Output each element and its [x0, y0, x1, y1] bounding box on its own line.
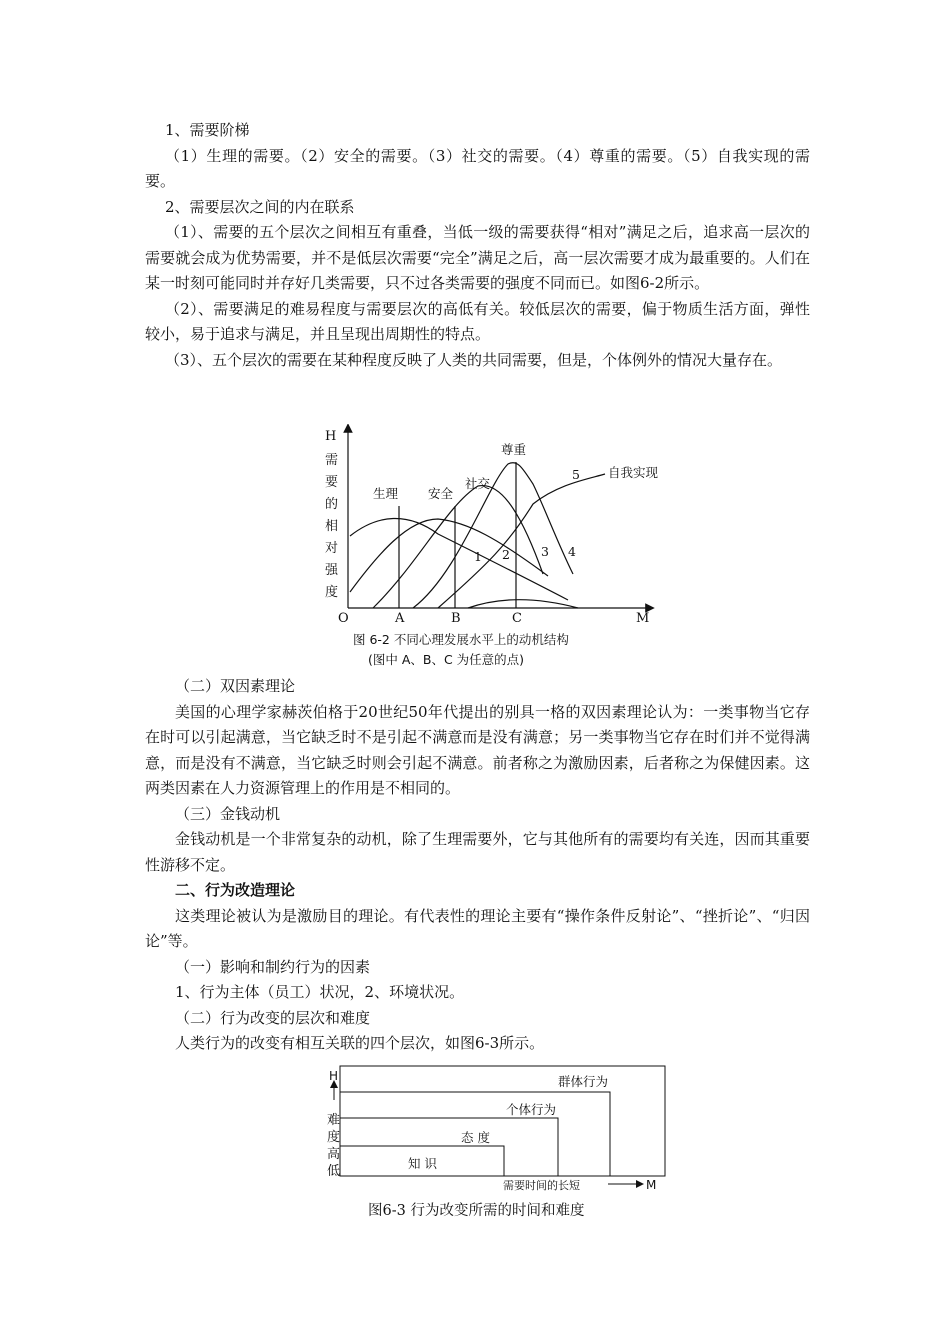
paragraph-money-motive: 金钱动机是一个非常复杂的动机，除了生理需要外，它与其他所有的需要均有关连，因而其重要性游移不定。 [145, 830, 810, 874]
paragraph-exceptions: （3）、五个层次的需要在某种程度反映了人类的共同需要，但是，个体例外的情况大量存在。 [165, 350, 783, 369]
curve-baseline [468, 600, 578, 608]
origin-label: O [338, 611, 349, 624]
curve-self-actualization [438, 474, 605, 608]
y-axis-letter: H [329, 1069, 339, 1083]
label-physiological: 生理 [373, 486, 399, 501]
paragraph-behavior-factors: 1、行为主体（员工）状况，2、环境状况。 [175, 983, 465, 1001]
y-label-char: 度 [327, 1130, 341, 1145]
document-body-2 [145, 674, 810, 1057]
heading-need-ladder: 1、需要阶梯 [165, 121, 250, 139]
curve-number-1: 1 [474, 549, 482, 564]
motivation-structure-chart [318, 424, 668, 624]
y-label-char: 需 [325, 453, 339, 468]
document-body [145, 118, 810, 373]
paragraph-change-levels: 人类行为的改变有相互关联的四个层次，如图6-3所示。 [175, 1034, 545, 1052]
curve-safety [350, 519, 548, 592]
y-axis-letter: H [325, 429, 337, 444]
curve-number-2: 2 [502, 547, 510, 562]
paragraph-overlap: （1）、需要的五个层次之间相互有重叠，当低一级的需要获得“相对”满足之后，追求高一层次的需要就会成为优势需要，并不是低层次需要“完全”满足之后，高一层次需要才成为最重要的。人们在某一时刻可能同时并存好几类需要，只不过各类需要的强度不同而已。如图6-2所示。 [145, 223, 810, 292]
x-axis-letter: M [646, 1178, 657, 1192]
paragraph-behavior-modification: 这类理论被认为是激励目的理论。有代表性的理论主要有“操作条件反射论”、“挫折论”、“归因论”等。 [145, 906, 810, 950]
heading-change-levels: （二）行为改变的层次和难度 [175, 1008, 371, 1027]
curve-number-3: 3 [541, 544, 549, 559]
level-knowledge: 知 识 [408, 1156, 437, 1171]
outer-frame [340, 1066, 665, 1176]
y-label-char: 要 [325, 475, 339, 490]
heading-behavior-modification: 二、行为改造理论 [175, 881, 296, 899]
y-label-char: 强 [325, 563, 339, 578]
label-safety: 安全 [428, 486, 454, 501]
y-label-char: 度 [325, 585, 339, 600]
figure-6-2 [318, 424, 668, 667]
y-label-char: 难 [327, 1113, 341, 1128]
y-label-char: 低 [327, 1164, 341, 1179]
x-point-c: C [512, 611, 522, 624]
paragraph-two-factor: 美国的心理学家赫茨伯格于20世纪50年代提出的别具一格的双因素理论认为：一类事物当它存在时可以引起满意，当它缺乏时不是引起不满意而是没有满意；另一类事物当它存在时们并不觉得满意，而是没有不满意，当它缺乏时则会引起不满意。前者称之为激励因素，后者称之为保健因素。这两类因素在人力资源管理上的作用是不相同的。 [145, 702, 810, 797]
level-box-attitude [340, 1118, 558, 1176]
curve-physiological [350, 518, 568, 600]
figure-6-2-subcaption: (图中 A、B、C 为任意的点) [368, 652, 525, 667]
behavior-change-chart [318, 1062, 678, 1197]
curve-number-4: 4 [568, 544, 576, 559]
level-attitude: 态 度 [461, 1130, 490, 1145]
figure-6-2-caption: 图 6-2 不同心理发展水平上的动机结构 [353, 632, 569, 647]
figure-6-3-caption: 图6-3 行为改变所需的时间和难度 [368, 1203, 585, 1219]
x-point-b: B [451, 611, 461, 624]
heading-behavior-factors: （一）影响和制约行为的因素 [175, 957, 371, 976]
paragraph-difficulty: （2）、需要满足的难易程度与需要层次的高低有关。较低层次的需要，偏于物质生活方面，弹性较小，易于追求与满足，并且呈现出周期性的特点。 [145, 299, 810, 343]
level-group-behavior: 群体行为 [558, 1074, 609, 1089]
x-point-a: A [395, 611, 405, 624]
figure-6-3 [318, 1062, 678, 1219]
curve-esteem [413, 463, 573, 608]
y-label-char: 高 [327, 1147, 341, 1162]
curve-number-5: 5 [572, 467, 580, 482]
y-label-char: 的 [325, 497, 339, 512]
label-self-actualization: 自我实现 [608, 465, 659, 480]
heading-money-motive: （三）金钱动机 [175, 804, 281, 823]
heading-two-factor: （二）双因素理论 [175, 677, 296, 695]
x-axis-letter: M [636, 611, 650, 624]
y-label-char: 对 [325, 541, 339, 556]
y-label-char: 相 [325, 519, 339, 534]
label-social: 社交 [465, 476, 491, 491]
paragraph-five-needs: （1）生理的需要。（2）安全的需要。（3）社交的需要。（4）尊重的需要。（5）自我实现的需要。 [145, 146, 810, 190]
label-esteem: 尊重 [501, 442, 527, 457]
heading-need-links: 2、需要层次之间的内在联系 [165, 197, 355, 216]
level-individual-behavior: 个体行为 [506, 1102, 557, 1117]
x-axis-label: 需要时间的长短 [503, 1179, 580, 1192]
